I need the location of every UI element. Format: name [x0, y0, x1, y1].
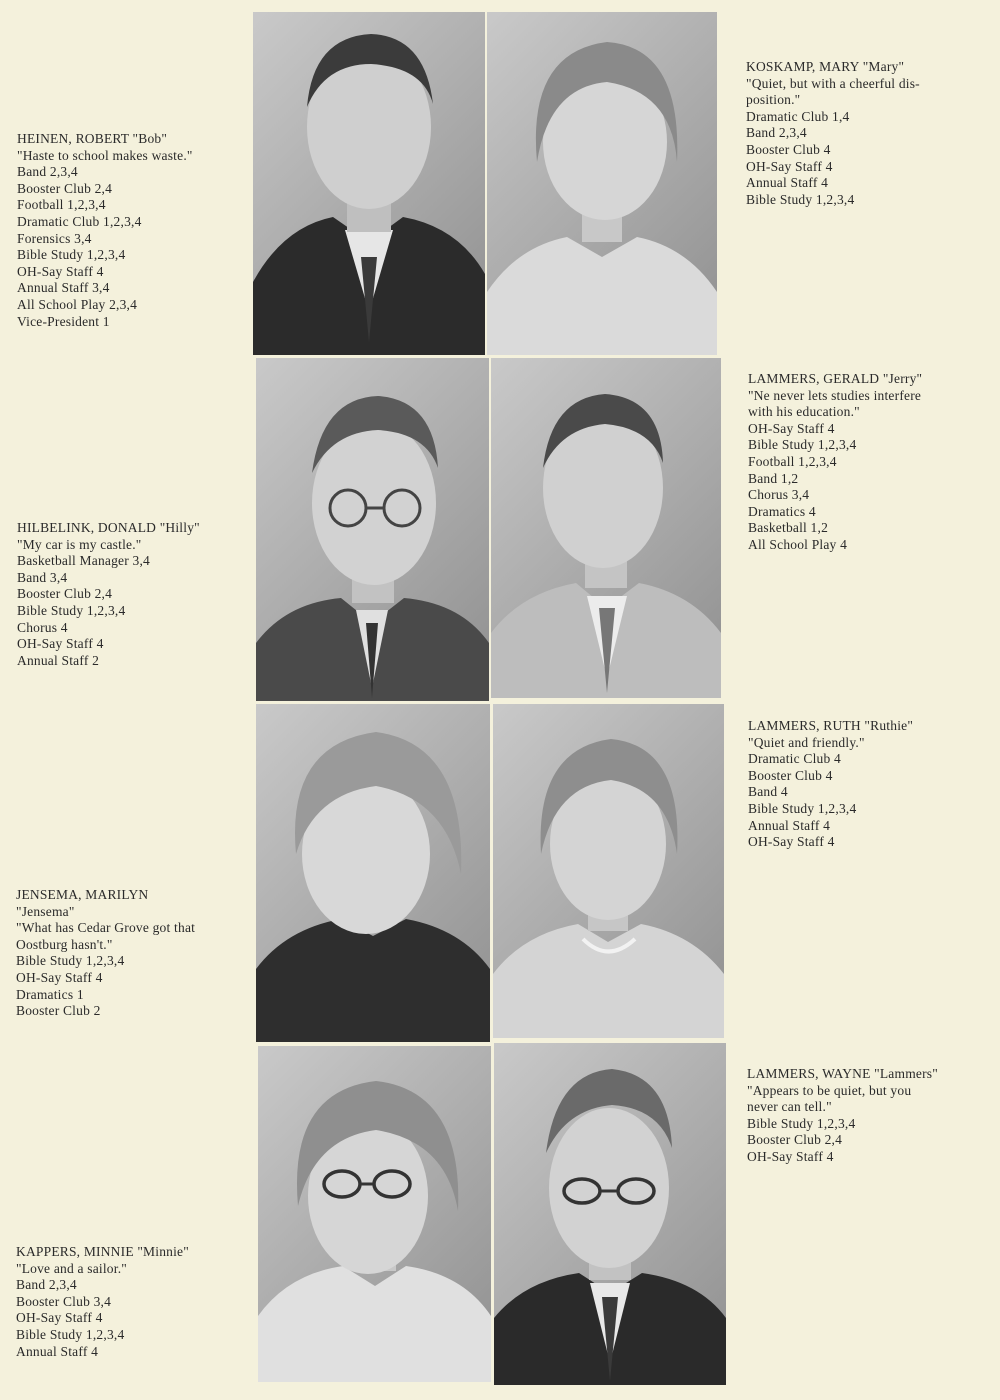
activity: OH-Say Staff 4	[16, 969, 103, 985]
student-quote: "My car is my castle."	[17, 536, 142, 552]
activity: Forensics 3,4	[17, 230, 92, 246]
photo-lammers-wayne	[494, 1043, 726, 1385]
student-quote: "Haste to school makes waste."	[17, 147, 193, 163]
bio-lammers-wayne	[747, 1066, 938, 1166]
activity: Bible Study 1,2,3,4	[748, 437, 857, 453]
activity: Dramatic Club 4	[748, 751, 841, 767]
activity: Basketball Manager 3,4	[17, 553, 150, 569]
activity: All School Play 4	[748, 536, 848, 552]
bio-jensema-marilyn	[16, 887, 195, 1020]
activity: Annual Staff 4	[16, 1343, 99, 1359]
activity: Bible Study 1,2,3,4	[748, 800, 857, 816]
student-quote: position."	[746, 92, 801, 108]
activity: Basketball 1,2	[748, 520, 829, 536]
activity: Vice-President 1	[17, 313, 110, 329]
activity: Dramatics 1	[16, 986, 84, 1002]
photo-koskamp-mary	[487, 12, 717, 355]
bio-lammers-ruth	[748, 718, 913, 851]
student-quote: Oostburg hasn't."	[16, 936, 113, 952]
activity: OH-Say Staff 4	[747, 1148, 834, 1164]
bio-koskamp-mary	[746, 59, 920, 208]
student-quote: "Quiet, but with a cheerful dis-	[746, 75, 920, 91]
bio-heinen-robert	[17, 131, 193, 330]
student-name: KOSKAMP, MARY "Mary"	[746, 59, 905, 74]
activity: OH-Say Staff 4	[746, 158, 833, 174]
student-name: HEINEN, ROBERT "Bob"	[17, 131, 168, 146]
activity: OH-Say Staff 4	[748, 420, 835, 436]
activity: Football 1,2,3,4	[17, 197, 106, 213]
activity: All School Play 2,3,4	[17, 296, 138, 312]
student-quote: "What has Cedar Grove got that	[16, 920, 196, 936]
activity: Bible Study 1,2,3,4	[17, 602, 126, 618]
activity: OH-Say Staff 4	[748, 834, 835, 850]
bio-lammers-gerald	[748, 371, 922, 554]
activity: Chorus 4	[17, 619, 68, 635]
bio-kappers-minnie	[16, 1244, 189, 1360]
activity: Football 1,2,3,4	[748, 453, 837, 469]
activity: Band 1,2	[748, 470, 799, 486]
student-quote: "Ne never lets studies interfere	[748, 387, 922, 403]
activity: Annual Staff 2	[17, 652, 100, 668]
activity: OH-Say Staff 4	[17, 263, 104, 279]
student-name: HILBELINK, DONALD "Hilly"	[17, 520, 200, 535]
activity: Booster Club 4	[748, 767, 833, 783]
activity: Band 3,4	[17, 569, 68, 585]
student-nickname: "Jensema"	[16, 903, 75, 919]
activity: OH-Say Staff 4	[16, 1310, 103, 1326]
activity: Band 2,3,4	[16, 1277, 77, 1293]
student-quote: "Quiet and friendly."	[748, 734, 865, 750]
activity: Annual Staff 4	[748, 817, 831, 833]
activity: Band 2,3,4	[746, 125, 807, 141]
activity: Booster Club 2,4	[17, 586, 113, 602]
activity: Annual Staff 4	[746, 175, 829, 191]
activity: Bible Study 1,2,3,4	[16, 1326, 125, 1342]
activity: Booster Club 3,4	[16, 1293, 112, 1309]
activity: Booster Club 2,4	[747, 1132, 843, 1148]
student-name: JENSEMA, MARILYN	[16, 887, 149, 902]
activity: Booster Club 4	[746, 141, 831, 157]
activity: Dramatic Club 1,2,3,4	[17, 213, 142, 229]
activity: Booster Club 2	[16, 1003, 101, 1019]
activity: Chorus 3,4	[748, 487, 810, 503]
student-name: LAMMERS, GERALD "Jerry"	[748, 371, 923, 386]
student-quote: with his education."	[748, 404, 860, 420]
activity: Annual Staff 3,4	[17, 280, 110, 296]
activity: Bible Study 1,2,3,4	[17, 247, 126, 263]
activity: Band 2,3,4	[17, 164, 78, 180]
photo-jensema-marilyn	[256, 704, 490, 1042]
photo-lammers-ruth	[493, 704, 724, 1038]
activity: OH-Say Staff 4	[17, 636, 104, 652]
activity: Booster Club 2,4	[17, 180, 113, 196]
bio-hilbelink-donald	[17, 520, 200, 669]
activity: Dramatics 4	[748, 503, 816, 519]
photo-heinen-robert	[253, 12, 485, 355]
activity: Bible Study 1,2,3,4	[746, 191, 855, 207]
student-name: LAMMERS, RUTH "Ruthie"	[748, 718, 914, 733]
student-name: KAPPERS, MINNIE "Minnie"	[16, 1244, 189, 1259]
activity: Band 4	[748, 784, 788, 800]
activity: Dramatic Club 1,4	[746, 108, 850, 124]
student-quote: "Appears to be quiet, but you	[747, 1082, 912, 1098]
photo-kappers-minnie	[258, 1046, 491, 1382]
photo-hilbelink-donald	[256, 358, 489, 701]
activity: Bible Study 1,2,3,4	[747, 1115, 856, 1131]
student-quote: "Love and a sailor."	[16, 1260, 127, 1276]
student-name: LAMMERS, WAYNE "Lammers"	[747, 1066, 938, 1081]
activity: Bible Study 1,2,3,4	[16, 953, 125, 969]
student-quote: never can tell."	[747, 1099, 832, 1115]
photo-lammers-gerald	[491, 358, 721, 698]
